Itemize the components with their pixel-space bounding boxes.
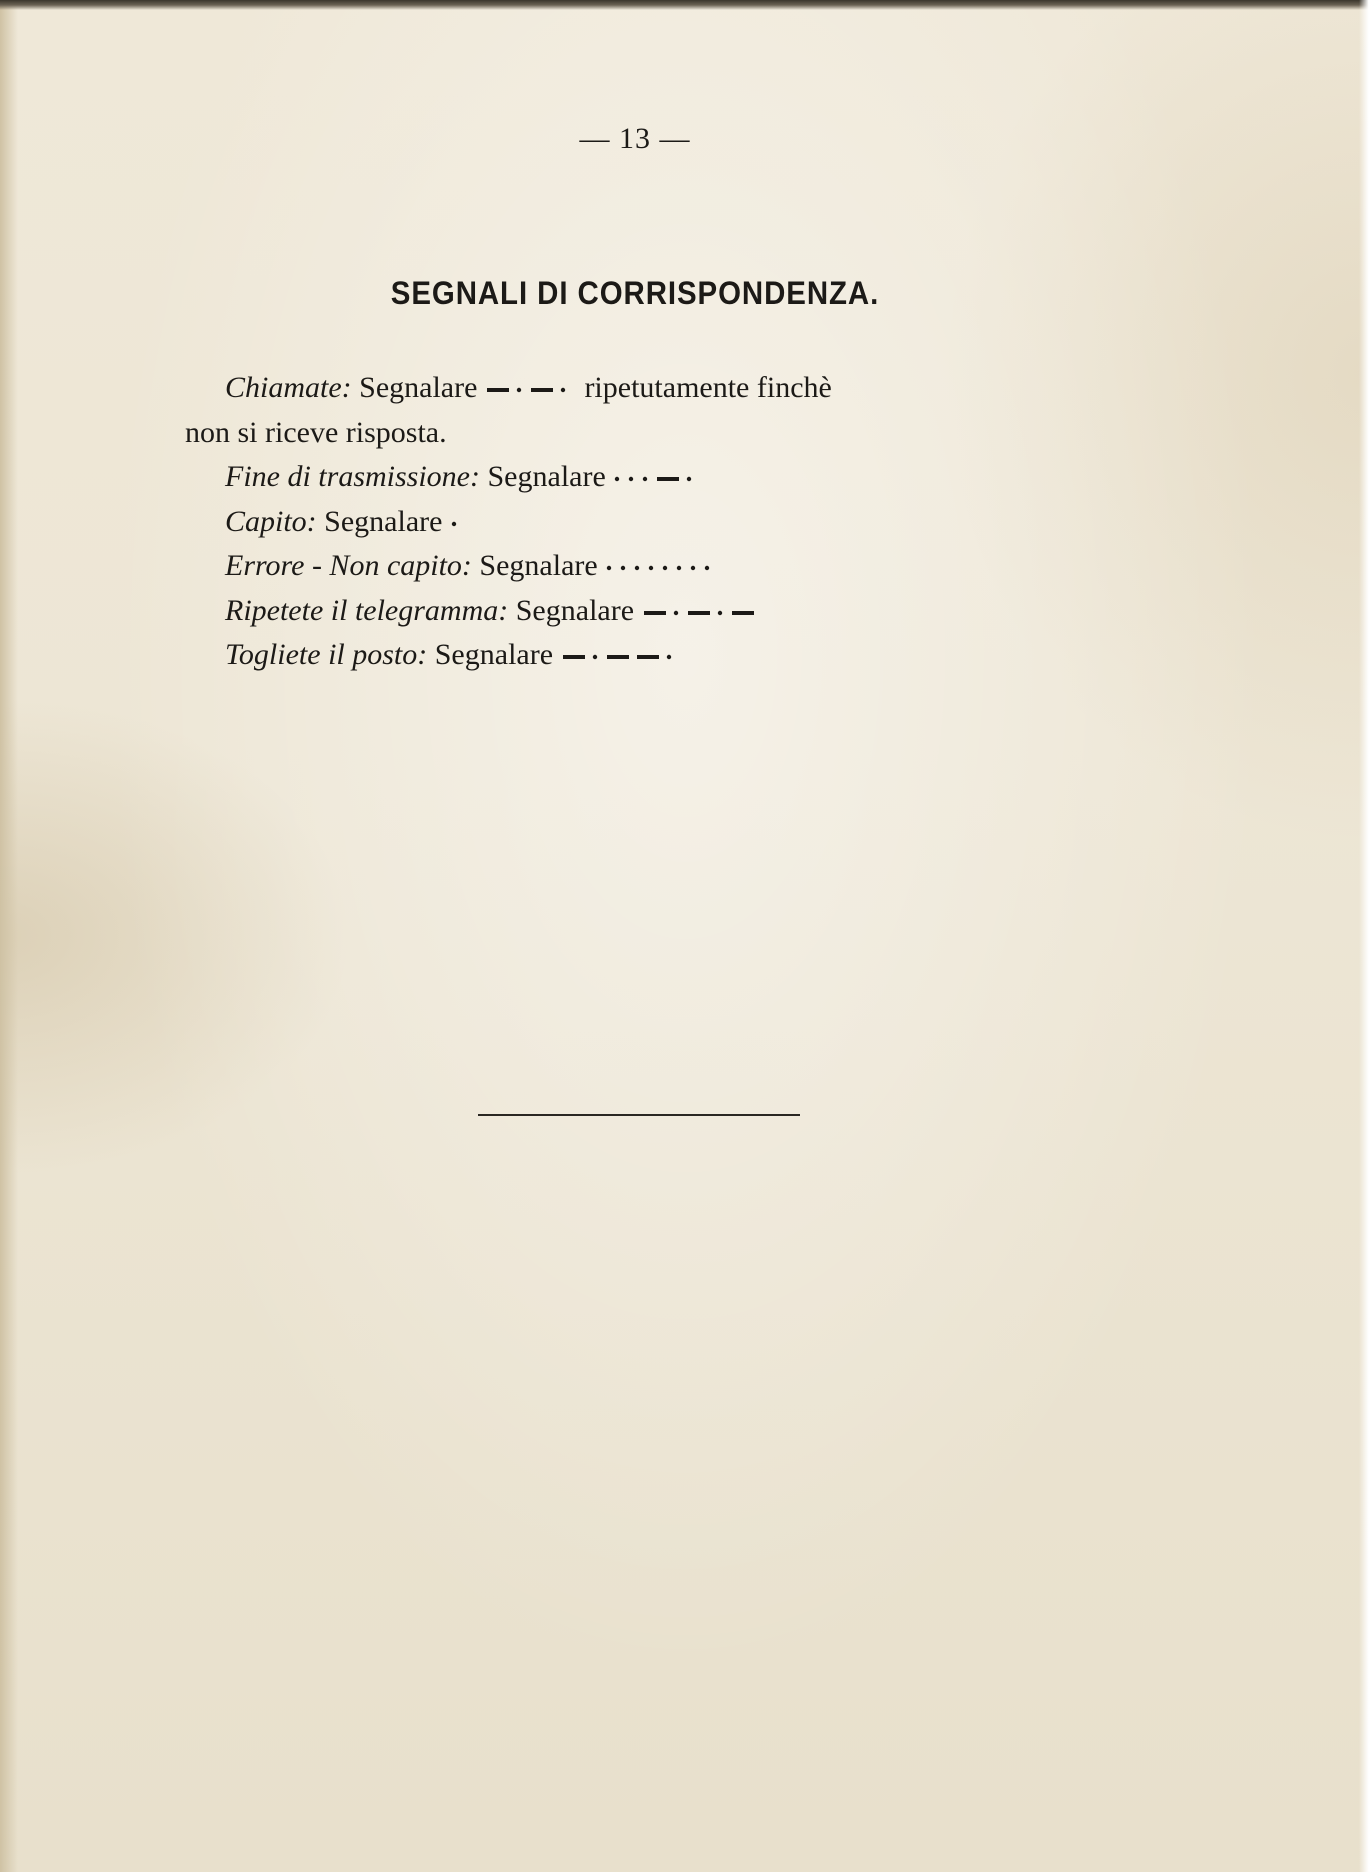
entry-term: Chiamate: [225, 371, 352, 404]
paper-right-edge [1359, 0, 1371, 1872]
entry-verb: Segnalare [359, 371, 478, 404]
section-divider [478, 1114, 800, 1116]
morse-dash [688, 611, 710, 615]
morse-dot [643, 477, 647, 481]
morse-dot [687, 477, 691, 481]
morse-dot [663, 566, 667, 570]
morse-dot [649, 566, 653, 570]
entry-verb: Segnalare [487, 460, 606, 493]
morse-dot [452, 521, 456, 525]
morse-dash [607, 655, 629, 659]
morse-dash [644, 611, 666, 615]
morse-dot [705, 566, 709, 570]
morse-dash [531, 388, 553, 392]
morse-dash [487, 388, 509, 392]
entry-term: Fine di trasmissione: [225, 460, 480, 493]
morse-dot [615, 477, 619, 481]
section-title: SEGNALI DI CORRISPONDENZA. [390, 275, 880, 311]
entry-fine-trasmissione [185, 455, 1115, 500]
morse-dot [677, 566, 681, 570]
morse-dot [592, 655, 596, 659]
morse-dash [732, 611, 754, 615]
morse-dot [561, 388, 565, 392]
entry-chiamate-continuation: non si riceve risposta. [185, 415, 447, 449]
morse-signal [561, 651, 683, 663]
morse-dot [629, 477, 633, 481]
morse-dot [717, 610, 721, 614]
entry-errore [185, 544, 1115, 589]
entry-term: Togliete il posto: [225, 638, 428, 671]
morse-signal [485, 384, 577, 396]
signals-list [185, 366, 1115, 678]
morse-dot [517, 388, 521, 392]
morse-dot [621, 566, 625, 570]
paper-left-edge [0, 0, 18, 1872]
entry-ripetete [185, 589, 1115, 634]
morse-dot [673, 610, 677, 614]
entry-after: ripetutamente finchè [584, 371, 832, 404]
morse-dash [637, 655, 659, 659]
entry-term: Ripetete il telegramma: [225, 593, 509, 627]
morse-dash [657, 477, 679, 481]
entry-capito [185, 500, 1115, 545]
entry-togliete [185, 633, 1115, 678]
morse-signal [605, 562, 721, 574]
morse-signal [642, 607, 764, 619]
entry-verb: Segnalare [515, 593, 635, 627]
paper-top-edge [0, 0, 1371, 10]
morse-signal [450, 518, 468, 530]
entry-chiamate [185, 366, 1115, 411]
entry-verb: Segnalare [324, 504, 443, 538]
morse-dot [691, 566, 695, 570]
morse-dot [635, 566, 639, 570]
morse-signal [613, 473, 703, 485]
morse-dot [666, 655, 670, 659]
morse-dot [607, 566, 611, 570]
morse-dash [563, 655, 585, 659]
page-number: — 13 — [579, 122, 691, 155]
entry-verb: Segnalare [434, 638, 554, 671]
entry-verb: Segnalare [479, 549, 598, 582]
entry-term: Errore - Non capito: [225, 549, 472, 582]
entry-term: Capito: [225, 504, 317, 538]
